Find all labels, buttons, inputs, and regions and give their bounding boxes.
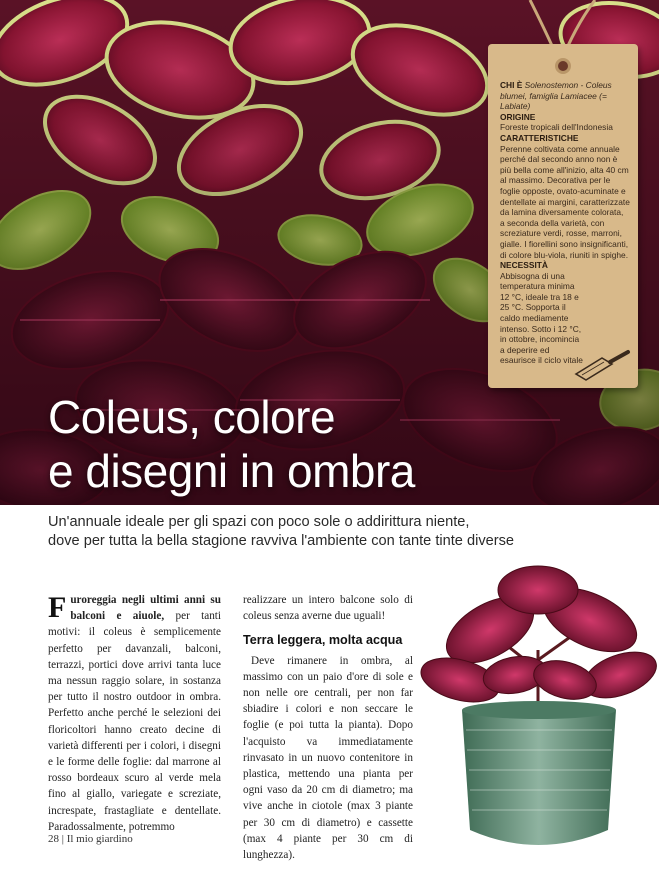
article-title-line-1: Coleus, colore (48, 391, 336, 443)
trowel-icon (572, 348, 632, 382)
tag-caratteristiche-text: Perenne coltivata come annuale perché dal secondo anno non è più bella come all'inizio, alta 40 cm al massimo. Decorativa per le foglie opposte, ovato-acuminate e dentellate ai margini, caratterizzate da lamina diversamente colorata, a seconda della varietà, con screziature verdi, rosse, marroni, gialle. I fiorellini sono insignificanti, di colore blu-viola, riuniti in spighe. (500, 143, 630, 260)
tag-necessita-label: NECESSITÀ (500, 260, 548, 271)
article-col1-text: per tanti motivi: il coleus è semplicemente perfetto per davanzali, balconi, terrazzi, portici dove arrivi tanta luce ma nessun raggio solare, in sostanza per tutto il nostro outdoor in ombra. Perfetto anche perché le selezioni dei floricoltori hanno creato decine di varietà differenti per i colori, i disegni e le forme delle foglie: dal marrone al rosso bordeaux scuro al verde mela fino al giallo, variegate e screziate, increspate, frastagliate e dentellate. Paradossalmente, potremmo (48, 610, 222, 833)
article-subtitle (48, 513, 628, 551)
tag-chi-label: CHI È (500, 80, 523, 90)
tag-origine-label: ORIGINE (500, 111, 536, 122)
page-footer (48, 833, 133, 845)
tag-hole (555, 58, 571, 74)
article-col2-para2: Deve rimanere in ombra, al massimo con un paio d'ore di sole e non nelle ore centrali, per non far sbiadire i colori e non seccare le foglie (e poi tutta la pianta). Dopo l'acquisto va immediatamente rinvasato in un nuovo contenitore in plastica, mettendo una pianta per ogni vaso da 20 cm di diametro; ma vive anche in ciotole (max 3 piante per 30 cm di diametro) e cassette (max 4 piante per 30 cm di lunghezza). (243, 654, 413, 862)
page-number: 28 (48, 833, 59, 845)
tag-necessita-text: Abbisogna di una temperatura minima 12 °C, ideale tra 18 e 25 °C. Sopporta il caldo mediamente intenso. Sotto i 12 °C, in ottobre, incomincia a deperire ed esaurisce il ciclo vitale (500, 270, 583, 366)
tag-text (500, 80, 630, 366)
article-column-1 (48, 592, 221, 835)
info-tag-card (488, 44, 638, 388)
tag-caratteristiche-label: CARATTERISTICHE (500, 132, 579, 143)
magazine-name: Il mio giardino (66, 833, 133, 845)
subtitle-line-2: dove per tutta la bella stagione ravviva l'ambiente con tante tinte diverse (48, 533, 515, 549)
article-title-line-2: e disegni in ombra (48, 445, 415, 497)
article-column-2 (243, 592, 413, 863)
section-subhead: Terra leggera, molta acqua (243, 633, 403, 648)
drop-cap: F (48, 591, 67, 624)
article-lead: uroreggia negli ultimi anni su balconi e aiuole, (70, 594, 221, 623)
article-col2-text: realizzare un intero balcone solo di coleus senza averne due uguali! (243, 594, 413, 623)
footer-separator: | (61, 833, 64, 845)
tag-origine-text: Foreste tropicali dell'Indonesia (500, 122, 613, 133)
potted-coleus-image (420, 560, 659, 873)
tag-chi-text: Solenostemon - Coleus blumei, famiglia Lamiacee (= Labiate) (500, 80, 612, 112)
subtitle-line-1: Un'annuale ideale per gli spazi con poco sole o addirittura niente, (48, 514, 470, 530)
